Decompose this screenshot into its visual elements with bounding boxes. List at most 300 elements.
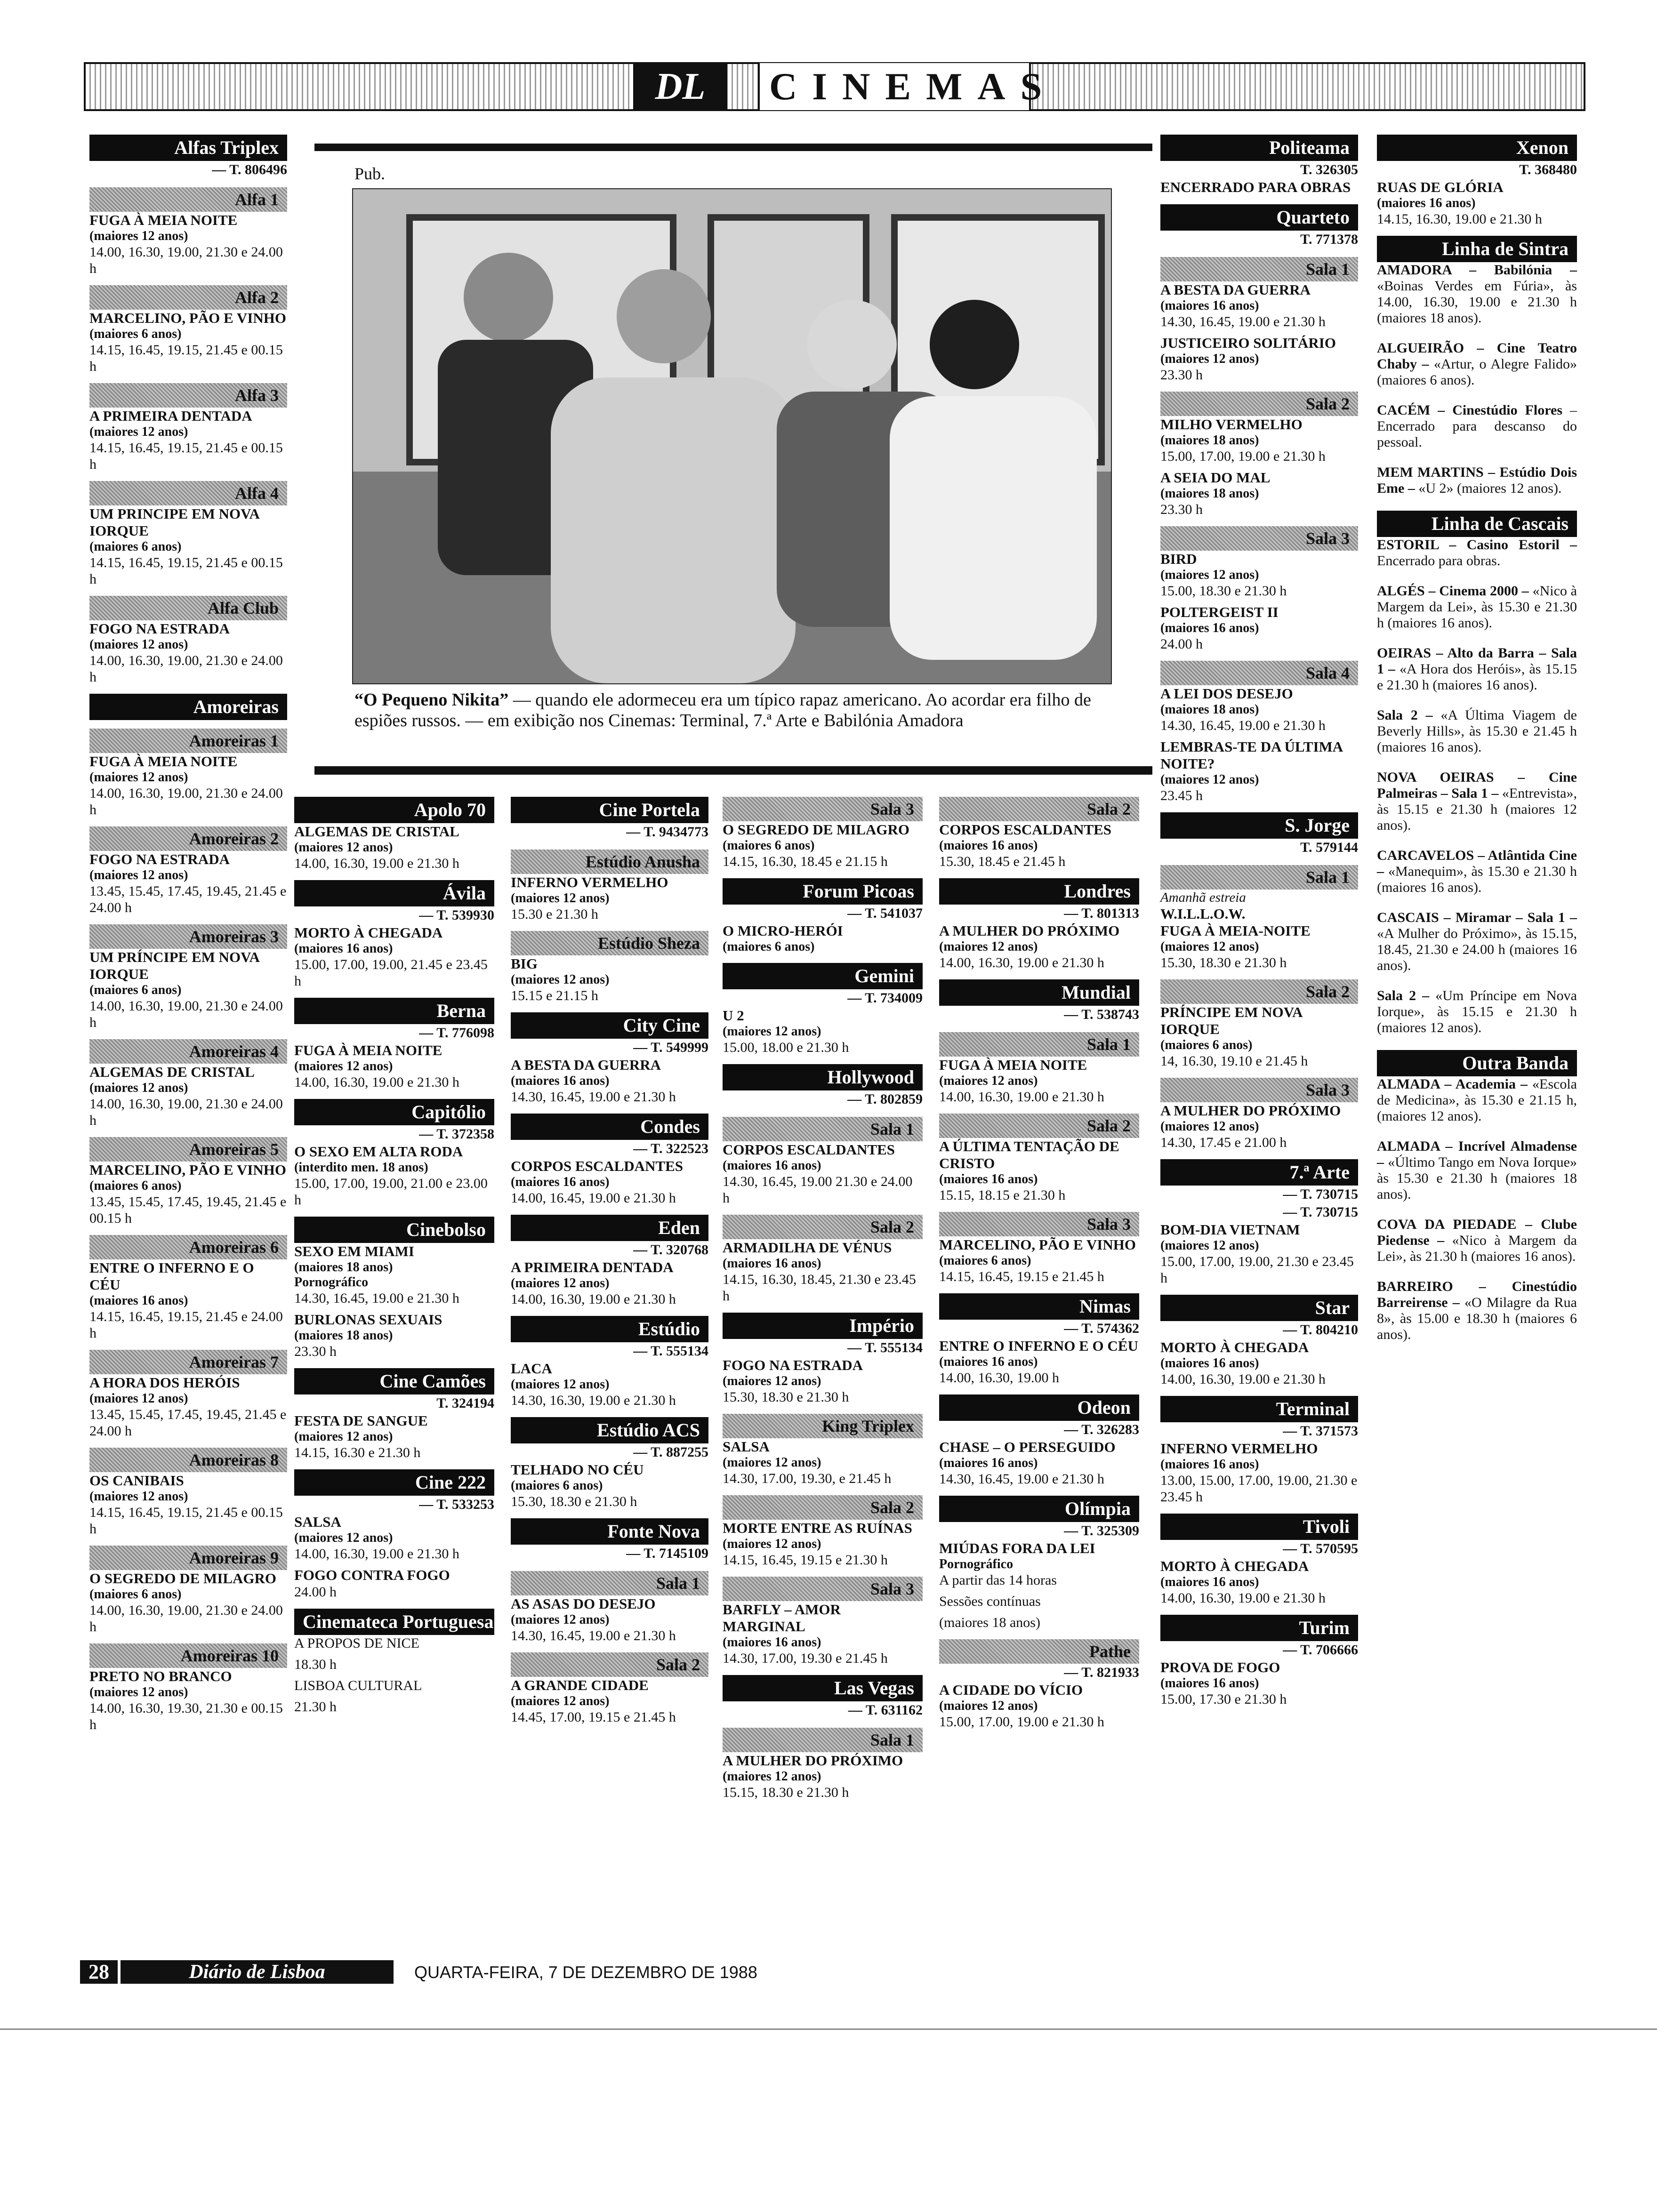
phone-number: — T. 555134 [633, 1343, 708, 1359]
room-header-sala-1: Sala 1 [939, 1032, 1139, 1057]
listing-venue: ALMADA – Incrível Almadense – [1377, 1138, 1577, 1170]
cinema-header-nimas: Nimas [939, 1293, 1139, 1320]
room-header-amoreiras-6: Amoreiras 6 [89, 1235, 287, 1259]
film-title: FUGA À MEIA-NOITE [1160, 922, 1311, 939]
listing-detail: Encerrado para obras. [1377, 553, 1501, 569]
phone-number: — T. 320768 [633, 1242, 708, 1258]
cinema-header-las-vegas: Las Vegas [723, 1675, 923, 1701]
ad-caption-text: — quando ele adormeceu era um típico rapaz americano. Ao acordar era filho de espiões russos. — em exibição nos Cinemas: Terminal, 7.ª Arte e Babilónia Amadora [354, 690, 1091, 730]
film-title: ALGEMAS DE CRISTAL [89, 1064, 255, 1080]
film-title: A SEIA DO MAL [1160, 469, 1271, 486]
showtimes: 15.30, 18.30 e 21.30 h [511, 1494, 637, 1509]
age-rating: (maiores 6 anos) [511, 1478, 603, 1493]
age-rating: (maiores 12 anos) [294, 1429, 393, 1444]
showtimes: 14.00, 16.30, 19.00 e 21.30 h [1160, 1590, 1326, 1606]
showtimes: 23.30 h [1160, 367, 1203, 383]
column-3 [511, 788, 708, 1730]
film-title: ARMADILHA DE VÉNUS [723, 1239, 892, 1256]
listing-detail: «A Hora dos Heróis», às 15.15 e 21.30 h (maiores 16 anos). [1377, 661, 1577, 693]
film-title: A MULHER DO PRÓXIMO [1160, 1102, 1341, 1119]
age-rating: (maiores 6 anos) [723, 838, 815, 853]
film-title: O SEGREDO DE MILAGRO [723, 821, 910, 838]
film-title: UM PRINCIPE EM NOVA IORQUE [89, 505, 259, 539]
phone-number: — T. 555134 [847, 1340, 923, 1355]
cinema-header-fonte-nova: Fonte Nova [511, 1518, 708, 1545]
showtimes: 13.45, 15.45, 17.45, 19.45, 21.45 e 24.00 h [89, 883, 287, 915]
showtimes: 14.00, 16.30, 19.30, 21.30 e 00.15 h [89, 1700, 283, 1732]
listing-venue: ESTORIL – Casino Estoril – [1377, 537, 1577, 553]
listing-detail: «Um Príncipe em Nova Iorque», às 15.15 e 21.30 h (maiores 12 anos). [1377, 988, 1577, 1035]
age-rating: (maiores 12 anos) [1160, 352, 1259, 366]
showtimes: 14.30, 16.45, 19.00 e 21.30 h [511, 1628, 676, 1643]
age-rating: (maiores 6 anos) [89, 539, 182, 554]
cinema-header-avila: Ávila [294, 880, 494, 906]
film-title: ALGEMAS DE CRISTAL [294, 823, 459, 840]
phone-number: T. 368480 [1519, 162, 1577, 177]
phone-number: — T. 322523 [633, 1141, 708, 1156]
age-rating: (maiores 12 anos) [723, 1537, 821, 1551]
film-title: O SEGREDO DE MILAGRO [89, 1570, 277, 1587]
showtimes: 14.15, 16.30, 18.45, 21.30 e 23.45 h [723, 1272, 916, 1304]
showtimes: 15.30, 18.45 e 21.45 h [939, 854, 1066, 869]
age-rating: (maiores 16 anos) [723, 1635, 821, 1650]
film-title: A CIDADE DO VÍCIO [939, 1682, 1083, 1698]
film-title: RUAS DE GLÓRIA [1377, 179, 1504, 195]
showtimes: 13.00, 15.00, 17.00, 19.00, 21.30 e 23.45 h [1160, 1473, 1358, 1505]
film-title: A LEI DOS DESEJO [1160, 685, 1293, 702]
film-title: A PRIMEIRA DENTADA [511, 1259, 674, 1275]
room-header-amoreiras-1: Amoreiras 1 [89, 729, 287, 753]
phone-number: — T. 806496 [212, 162, 287, 177]
showtimes: 15.00, 17.00, 19.00 e 21.30 h [939, 1714, 1104, 1730]
listing-paragraph [1377, 988, 1577, 1036]
film-title: MORTO À CHEGADA [1160, 1339, 1309, 1355]
phone-number: — T. 730715 [1283, 1186, 1358, 1202]
age-rating: (maiores 18 anos) [294, 1260, 393, 1274]
film-title: FOGO NA ESTRADA [723, 1357, 863, 1373]
cinema-header-terminal: Terminal [1160, 1396, 1358, 1422]
room-header-alfa-4: Alfa 4 [89, 481, 287, 505]
showtimes: 15.30, 18.30 e 21.30 h [1160, 955, 1287, 970]
column-4 [723, 788, 923, 1805]
age-rating: (maiores 12 anos) [511, 1276, 610, 1290]
cinema-header-cine-portela: Cine Portela [511, 797, 708, 823]
film-title: JUSTICEIRO SOLITÁRIO [1160, 335, 1336, 351]
showtimes: A PROPOS DE NICE [294, 1635, 419, 1651]
room-header-sala-2: Sala 2 [723, 1495, 923, 1520]
listing-venue: Sala 2 – [1377, 988, 1430, 1003]
age-rating: (maiores 16 anos) [939, 1456, 1038, 1470]
listing-paragraph [1377, 910, 1577, 974]
film-title: MORTO À CHEGADA [294, 924, 443, 941]
film-title: A BESTA DA GUERRA [511, 1057, 661, 1073]
age-rating: (maiores 12 anos) [939, 939, 1038, 954]
showtimes: (maiores 18 anos) [939, 1615, 1040, 1630]
listing-paragraph [1377, 1279, 1577, 1343]
film-title: MARCELINO, PÃO E VINHO [89, 1162, 286, 1178]
age-rating: (maiores 12 anos) [511, 1612, 610, 1627]
showtimes: 14.15, 16.45, 19.15, 21.45 e 00.15 h [89, 342, 283, 374]
listing-paragraph [1377, 1217, 1577, 1265]
age-rating: (maiores 12 anos) [1160, 939, 1259, 954]
room-header-alfa-club: Alfa Club [89, 596, 287, 620]
listing-detail: «Entrevista», às 15.15 e 21.30 h (maiores 12 anos). [1377, 785, 1577, 833]
phone-number: — T. 730715 [1283, 1204, 1358, 1220]
age-rating: (maiores 6 anos) [89, 1178, 182, 1193]
film-title: MARCELINO, PÃO E VINHO [939, 1236, 1136, 1253]
room-header-sala-1: Sala 1 [511, 1571, 708, 1595]
room-header-sala-2: Sala 2 [723, 1215, 923, 1239]
listing-detail: «Nico à Margem da Lei», às 15.30 e 21.30 h (maiores 16 anos). [1377, 583, 1577, 631]
listing-paragraph [1377, 769, 1577, 834]
listing-detail: «Artur, o Alegre Falido» (maiores 6 anos). [1377, 356, 1577, 388]
phone-number: — T. 802859 [847, 1091, 923, 1107]
showtimes: 15.00, 18.00 e 21.30 h [723, 1040, 849, 1055]
age-rating: (maiores 12 anos) [294, 1059, 393, 1074]
premiere-note: Amanhã estreia [1160, 890, 1246, 905]
age-rating: (maiores 16 anos) [511, 1175, 610, 1189]
showtimes: 14.00, 16.30, 19.00, 21.30 e 24.00 h [89, 1096, 283, 1128]
film-title: A MULHER DO PRÓXIMO [723, 1752, 903, 1769]
listing-venue: OEIRAS – Alto da Barra – Sala 1 – [1377, 645, 1577, 677]
age-rating: (maiores 6 anos) [89, 983, 182, 997]
showtimes: 15.00, 17.00, 19.00 e 21.30 h [1160, 449, 1326, 464]
cinema-header-capitolio: Capitólio [294, 1099, 494, 1125]
room-header-amoreiras-2: Amoreiras 2 [89, 826, 287, 851]
room-header-amoreiras-4: Amoreiras 4 [89, 1039, 287, 1064]
film-title: INFERNO VERMELHO [1160, 1440, 1318, 1457]
age-rating: (maiores 16 anos) [939, 1172, 1038, 1186]
age-rating: (maiores 12 anos) [294, 840, 393, 855]
film-title: FESTA DE SANGUE [294, 1412, 428, 1429]
showtimes: 14.00, 16.30, 19.00 h [939, 1370, 1059, 1386]
room-header-sala-4: Sala 4 [1160, 661, 1358, 685]
showtimes: 14.30, 17.45 e 21.00 h [1160, 1135, 1287, 1150]
column-1 [89, 126, 287, 1738]
room-header-amoreiras-9: Amoreiras 9 [89, 1546, 287, 1570]
age-rating: (maiores 6 anos) [1160, 1038, 1253, 1052]
listing-venue: BARREIRO – Cinestúdio Barreirense – [1377, 1279, 1577, 1310]
listing-venue: ALMADA – Academia – [1377, 1076, 1528, 1092]
film-title: OS CANIBAIS [89, 1472, 184, 1489]
showtimes: 14.15, 16.45, 19.15 e 21.30 h [723, 1552, 888, 1568]
showtimes: 13.45, 15.45, 17.45, 19.45, 21.45 e 24.00 h [89, 1407, 287, 1439]
room-header-amoreiras-8: Amoreiras 8 [89, 1448, 287, 1472]
film-title: MORTE ENTRE AS RUÍNAS [723, 1520, 912, 1536]
cinema-header-quarteto: Quarteto [1160, 204, 1358, 231]
film-title: ENTRE O INFERNO E O CÉU [89, 1259, 254, 1293]
cinema-header-alfas-triplex: Alfas Triplex [89, 135, 287, 161]
showtimes: 14.30, 16.45, 19.00 e 21.30 h [939, 1471, 1104, 1487]
showtimes: 14.15, 16.45, 19.15, 21.45 e 00.15 h [89, 440, 283, 472]
age-rating: (interdito men. 18 anos) [294, 1160, 428, 1175]
showtimes: 14.15, 16.45, 19.15, 21.45 e 00.15 h [89, 555, 283, 587]
film-title: MIÚDAS FORA DA LEI [939, 1540, 1095, 1556]
showtimes: 15.00, 17.00, 19.00, 21.00 e 23.00 h [294, 1176, 488, 1208]
phone-number: — T. 538743 [1064, 1007, 1139, 1022]
ad-caption-title: “O Pequeno Nikita” [354, 690, 509, 710]
film-title: ENTRE O INFERNO E O CÉU [939, 1338, 1138, 1354]
showtimes: 14.30, 17.00, 19.30 e 21.45 h [723, 1651, 888, 1666]
film-title: A GRANDE CIDADE [511, 1677, 649, 1693]
showtimes: 23.30 h [294, 1344, 337, 1359]
film-title: PRÍNCIPE EM NOVA IORQUE [1160, 1004, 1302, 1037]
age-rating: (maiores 16 anos) [939, 1354, 1038, 1369]
listing-paragraph [1377, 537, 1577, 569]
cinema-header-politeama: Politeama [1160, 135, 1358, 161]
film-title: INFERNO VERMELHO [511, 874, 668, 890]
cinema-header-cine-222: Cine 222 [294, 1469, 494, 1496]
listing-detail: «Nico à Margem da Lei», às 21.30 h (maiores 16 anos). [1377, 1233, 1577, 1264]
age-rating: (maiores 16 anos) [723, 1158, 821, 1173]
showtimes: 14.30, 16.30, 19.00 e 21.30 h [511, 1393, 676, 1408]
age-rating: (maiores 12 anos) [1160, 568, 1259, 582]
showtimes: 24.00 h [1160, 636, 1203, 652]
phone-number: — T. 574362 [1064, 1321, 1139, 1336]
issue-date: QUARTA-FEIRA, 7 DE DEZEMBRO DE 1988 [414, 1963, 757, 1982]
cinema-header-forum-picoas: Forum Picoas [723, 878, 923, 905]
showtimes: 13.45, 15.45, 17.45, 19.45, 21.45 e 00.15 h [89, 1194, 287, 1226]
listing-detail: – Encerrado para descanso do pessoal. [1377, 402, 1577, 450]
room-header-sala-1: Sala 1 [723, 1117, 923, 1141]
listing-venue: ALGÉS – Cinema 2000 – [1377, 583, 1529, 599]
showtimes: 14.00, 16.30, 19.00 e 21.30 h [1160, 1371, 1326, 1387]
room-header-alfa-3: Alfa 3 [89, 383, 287, 408]
age-rating: (maiores 12 anos) [89, 770, 188, 785]
listing-paragraph [1377, 1076, 1577, 1124]
film-title: U 2 [723, 1007, 744, 1024]
showtimes: 14.15, 16.45, 19.15 e 21.45 h [939, 1269, 1104, 1284]
room-header-estudio-anusha: Estúdio Anusha [511, 850, 708, 874]
age-rating: (maiores 12 anos) [89, 1685, 188, 1699]
cinema-header-condes: Condes [511, 1114, 708, 1140]
showtimes: 15.30 e 21.30 h [511, 906, 598, 922]
showtimes: 14.00, 16.30, 19.00 e 21.30 h [294, 856, 459, 871]
age-rating: Pornográfico [939, 1557, 1014, 1571]
showtimes: 14.00, 16.30, 19.00 e 21.30 h [939, 1089, 1104, 1105]
cinema-header-tivoli: Tivoli [1160, 1514, 1358, 1540]
listing-paragraph [1377, 262, 1577, 326]
column-2 [294, 788, 494, 1720]
age-rating: (maiores 16 anos) [723, 1256, 821, 1271]
showtimes: 15.15, 18.15 e 21.30 h [939, 1187, 1066, 1203]
listing-detail: «Escola de Medicina», às 15.30 e 21.15 h, (maiores 12 anos). [1377, 1076, 1577, 1124]
age-rating: (maiores 12 anos) [511, 972, 610, 987]
film-title: MILHO VERMELHO [1160, 416, 1303, 433]
listing-venue: MEM MARTINS – Estúdio Dois Eme – [1377, 465, 1577, 496]
showtimes: 21.30 h [294, 1699, 337, 1715]
masthead-logo: DL [633, 63, 727, 110]
age-rating: (maiores 12 anos) [89, 637, 188, 652]
age-rating: (maiores 18 anos) [1160, 486, 1259, 501]
age-rating: (maiores 16 anos) [1160, 1575, 1259, 1589]
cinema-header-linha-de-sintra: Linha de Sintra [1377, 236, 1577, 262]
phone-number: — T. 539930 [419, 907, 494, 923]
phone-number: — T. 533253 [419, 1497, 494, 1512]
showtimes: 14.15, 16.45, 19.15, 21.45 e 00.15 h [89, 1505, 283, 1537]
phone-number: — T. 326283 [1064, 1422, 1139, 1437]
showtimes: 14.00, 16.30, 19.00 e 21.30 h [294, 1074, 459, 1090]
showtimes: 14.30, 16.45, 19.00 e 21.30 h [1160, 314, 1326, 329]
phone-number: — T. 734009 [847, 990, 923, 1006]
age-rating: (maiores 16 anos) [1160, 298, 1259, 313]
film-title: BURLONAS SEXUAIS [294, 1311, 442, 1328]
showtimes: 14.15, 16.30, 19.00 e 21.30 h [1377, 211, 1542, 227]
phone-number: T. 771378 [1300, 232, 1358, 247]
cinema-header-odeon: Odeon [939, 1395, 1139, 1421]
showtimes: 14.30, 16.45, 19.00 21.30 e 24.00 h [723, 1174, 913, 1206]
listing-paragraph [1377, 707, 1577, 755]
film-title: PROVA DE FOGO [1160, 1659, 1280, 1675]
ad-photo [352, 188, 1112, 684]
film-title: FOGO CONTRA FOGO [294, 1567, 450, 1583]
age-rating: (maiores 16 anos) [89, 1293, 188, 1308]
showtimes: 14.30, 16.45, 19.00 e 21.30 h [1160, 718, 1326, 733]
room-header-amoreiras-10: Amoreiras 10 [89, 1643, 287, 1668]
listing-venue: Sala 2 – [1377, 707, 1433, 723]
film-title: PRETO NO BRANCO [89, 1668, 232, 1684]
film-title: A BESTA DA GUERRA [1160, 281, 1311, 298]
age-rating: (maiores 12 anos) [939, 1074, 1038, 1088]
ad-rule-top [314, 144, 1152, 151]
age-rating: (maiores 16 anos) [939, 838, 1038, 853]
room-header-sala-2: Sala 2 [1160, 979, 1358, 1004]
room-header-sala-1: Sala 1 [1160, 865, 1358, 890]
film-title: LEMBRAS-TE DA ÚLTIMA NOITE? [1160, 738, 1343, 772]
film-title: TELHADO NO CÉU [511, 1461, 644, 1478]
cinema-header-imperio: Império [723, 1313, 923, 1339]
film-title: UM PRÍNCIPE EM NOVA IORQUE [89, 949, 259, 982]
film-title: O MICRO-HERÓI [723, 922, 843, 939]
age-rating: (maiores 12 anos) [511, 1377, 610, 1392]
showtimes: 14, 16.30, 19.10 e 21.45 h [1160, 1053, 1308, 1069]
film-title: CORPOS ESCALDANTES [511, 1158, 684, 1174]
phone-number: — T. 325309 [1064, 1523, 1139, 1539]
age-rating: (maiores 6 anos) [939, 1253, 1031, 1268]
age-rating: (maiores 16 anos) [1160, 1457, 1259, 1472]
cinema-header-star: Star [1160, 1295, 1358, 1321]
showtimes: 14.30, 16.45, 19.00 e 21.30 h [511, 1089, 676, 1105]
film-title: CHASE – O PERSEGUIDO [939, 1439, 1116, 1455]
showtimes: 14.30, 17.00, 19.30, e 21.45 h [723, 1471, 892, 1486]
film-title: MARCELINO, PÃO E VINHO [89, 310, 286, 326]
phone-number: — T. 706666 [1283, 1642, 1358, 1658]
phone-number: — T. 887255 [633, 1444, 708, 1460]
showtimes: 14.15, 16.30, 18.45 e 21.15 h [723, 854, 888, 869]
listing-venue: CASCAIS – Miramar – Sala 1 – [1377, 910, 1577, 925]
showtimes: A partir das 14 horas [939, 1572, 1057, 1588]
ad-caption [354, 689, 1108, 731]
showtimes: 14.00, 16.30, 19.00, 21.30 e 24.00 h [89, 244, 283, 276]
film-title: POLTERGEIST II [1160, 604, 1279, 620]
age-rating: (maiores 12 anos) [89, 1081, 188, 1095]
age-rating: (maiores 16 anos) [1377, 196, 1476, 210]
phone-number: — T. 821933 [1064, 1665, 1139, 1680]
listing-detail: «U 2» (maiores 12 anos). [1415, 481, 1562, 496]
film-title: FOGO NA ESTRADA [89, 620, 230, 637]
showtimes: 14.00, 16.30, 19.00, 21.30 e 24.00 h [89, 1603, 283, 1635]
listing-detail: «Manequim», às 15.30 e 21.30 h (maiores 16 anos). [1377, 864, 1577, 895]
film-title: FUGA À MEIA NOITE [89, 753, 238, 769]
listing-venue: CARCAVELOS – Atlântida Cine – [1377, 848, 1577, 879]
listing-paragraph [1377, 645, 1577, 693]
room-header-amoreiras-3: Amoreiras 3 [89, 924, 287, 949]
showtimes: 15.00, 17.00, 19.00, 21.45 e 23.45 h [294, 957, 488, 989]
footer-rule [0, 2028, 1657, 2030]
film-title: MORTO À CHEGADA [1160, 1558, 1309, 1574]
age-rating: Pornográfico [294, 1275, 369, 1290]
age-rating: (maiores 12 anos) [723, 1455, 821, 1470]
showtimes: 14.00, 16.30, 19.00, 21.30 e 24.00 h [89, 785, 283, 817]
room-header-amoreiras-5: Amoreiras 5 [89, 1137, 287, 1162]
listing-detail: «A Mulher do Próximo», às 15.15, 18.45, 21.30 e 24.00 h (maiores 16 anos). [1377, 926, 1577, 973]
age-rating: (maiores 6 anos) [723, 939, 815, 954]
cinema-header-gemini: Gemini [723, 963, 923, 989]
showtimes: 15.00, 18.30 e 21.30 h [1160, 583, 1287, 599]
phone-number: — T. 631162 [848, 1702, 923, 1718]
ad-pub-label: Pub. [354, 164, 386, 183]
cinema-header-turim: Turim [1160, 1615, 1358, 1641]
listing-venue: AMADORA – Babilónia – [1377, 262, 1577, 278]
cinema-header-mundial: Mundial [939, 979, 1139, 1006]
showtimes: 14.00, 16.30, 19.00, 21.30 e 24.00 h [89, 998, 283, 1030]
cinema-header-outra-banda: Outra Banda [1377, 1050, 1577, 1076]
age-rating: (maiores 6 anos) [89, 1587, 182, 1602]
cinema-header-estudio: Estúdio [511, 1316, 708, 1342]
room-header-sala-3: Sala 3 [939, 1212, 1139, 1236]
film-title: FUGA À MEIA NOITE [939, 1057, 1087, 1073]
age-rating: (maiores 6 anos) [89, 327, 182, 341]
room-header-alfa-1: Alfa 1 [89, 187, 287, 212]
showtimes: 14.00, 16.30, 19.00 e 21.30 h [511, 1291, 676, 1307]
phone-number: — T. 372358 [419, 1126, 494, 1142]
showtimes: 23.30 h [1160, 502, 1203, 517]
phone-number: T. 579144 [1300, 840, 1358, 855]
cinema-header-eden: Eden [511, 1215, 708, 1241]
film-title: CORPOS ESCALDANTES [723, 1141, 895, 1158]
showtimes: 14.15, 16.30 e 21.30 h [294, 1445, 421, 1460]
age-rating: (maiores 12 anos) [89, 1391, 188, 1406]
age-rating: (maiores 16 anos) [1160, 1356, 1259, 1370]
showtimes: 15.30, 18.30 e 21.30 h [723, 1389, 849, 1405]
cinema-header-olimpia: Olímpia [939, 1496, 1139, 1522]
column-6 [1160, 126, 1358, 1712]
showtimes: 14.00, 16.30, 19.00 e 21.30 h [939, 955, 1104, 970]
age-rating: (maiores 18 anos) [1160, 433, 1259, 448]
listing-detail: «O Milagre da Rua 8», às 15.00 e 18.30 h (maiores 6 anos). [1377, 1295, 1577, 1342]
phone-number: — T. 804210 [1283, 1322, 1358, 1338]
room-header-sala-3: Sala 3 [1160, 526, 1358, 551]
age-rating: (maiores 12 anos) [1160, 772, 1259, 787]
cinema-header-estudio-acs: Estúdio ACS [511, 1417, 708, 1443]
room-header-sala-1: Sala 1 [1160, 257, 1358, 281]
listing-paragraph [1377, 402, 1577, 450]
cinema-header-linha-de-cascais: Linha de Cascais [1377, 511, 1577, 537]
film-title: A PRIMEIRA DENTADA [89, 408, 252, 424]
age-rating: (maiores 12 anos) [939, 1699, 1038, 1713]
room-header-amoreiras-7: Amoreiras 7 [89, 1350, 287, 1374]
age-rating: (maiores 16 anos) [1160, 1676, 1259, 1691]
room-header-sala-2: Sala 2 [1160, 392, 1358, 416]
showtimes: 14.00, 16.30, 19.00, 21.30 e 24.00 h [89, 653, 283, 685]
room-header-alfa-2: Alfa 2 [89, 285, 287, 310]
cinema-header-amoreiras: Amoreiras [89, 694, 287, 720]
listing-detail: «A Última Viagem de Beverly Hills», às 15.30 e 21.45 h (maiores 16 anos). [1377, 707, 1577, 755]
column-5 [939, 788, 1139, 1735]
age-rating: (maiores 12 anos) [511, 891, 610, 906]
film-title: AS ASAS DO DESEJO [511, 1595, 656, 1612]
listing-detail: «Último Tango em Nova Iorque» às 15.30 e 21.30 h (maiores 18 anos). [1377, 1154, 1577, 1202]
